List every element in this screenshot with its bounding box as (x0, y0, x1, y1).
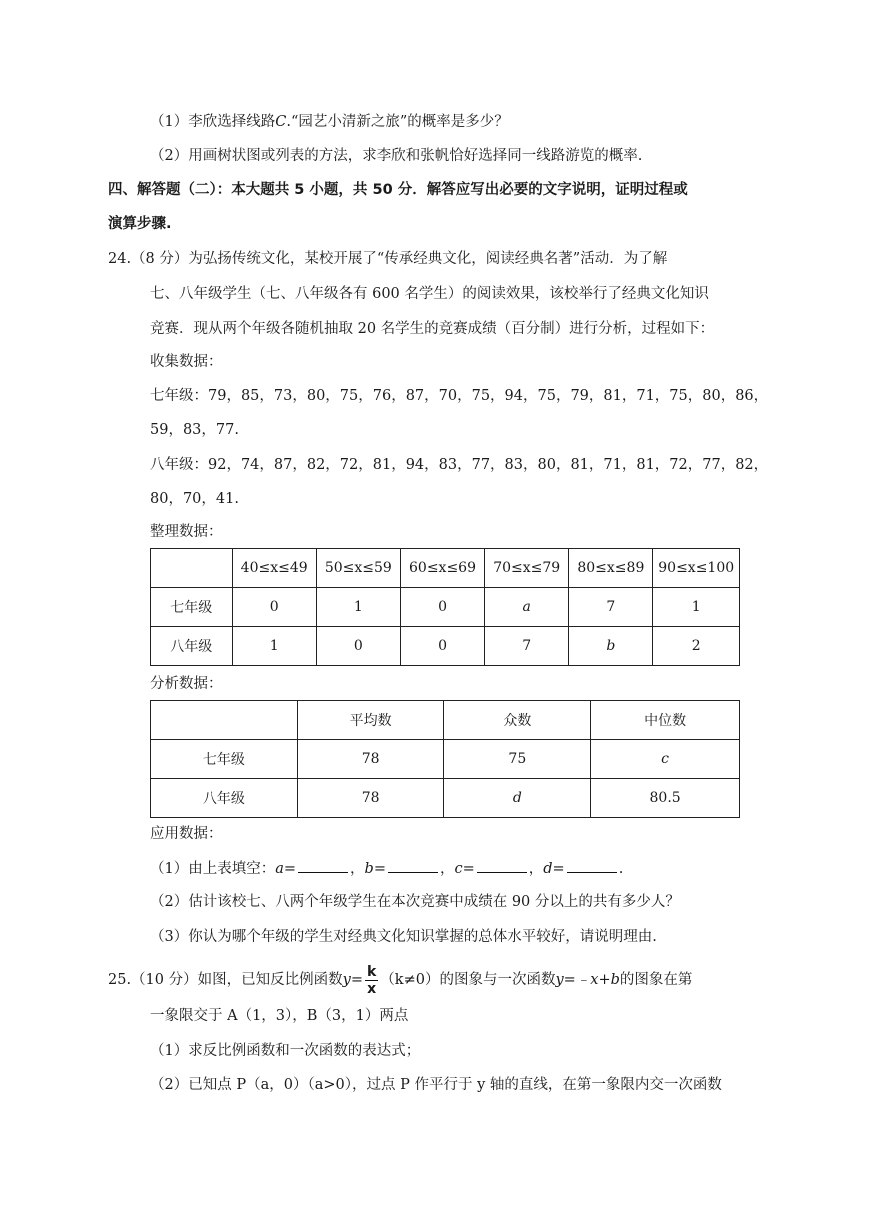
table-cell: 7 (569, 588, 653, 627)
row-label: 八年级 (151, 779, 298, 818)
grade8-data-line1: 八年级：92，74，87，82，72，81，94，83，77，83，80，81，71，81，72，77，82， (150, 457, 769, 473)
q25-sub1: （1）求反比例函数和一次函数的表达式； (150, 1043, 421, 1059)
row-label: 七年级 (151, 740, 298, 779)
var-d-label: d= (543, 861, 565, 877)
table-header-cell: 平均数 (297, 701, 444, 740)
table-row (151, 588, 740, 627)
blank-b[interactable] (388, 858, 438, 873)
table-header-cell (569, 549, 653, 588)
row-label: 八年级 (151, 627, 233, 666)
q25-line1 (108, 962, 692, 998)
table-cell: 1 (232, 627, 316, 666)
table-cell: c (591, 740, 740, 779)
q23-sub1-rest: .“园艺小清新之旅”的概率是多少？ (286, 114, 509, 130)
q24-sub3: （3）你认为哪个年级的学生对经典文化知识掌握的总体水平较好，请说明理由. (150, 929, 657, 945)
table-cell: 75 (444, 740, 591, 779)
row-label: 七年级 (151, 588, 233, 627)
table-header-cell: 众数 (444, 701, 591, 740)
table-cell: 0 (232, 588, 316, 627)
section4-heading-line1: 四、解答题（二）：本大题共 5 小题，共 50 分．解答应写出必要的文字说明，证明过程或 (108, 182, 688, 198)
table-cell: 2 (653, 627, 740, 666)
header-range-90-100: 90≤x≤100 (658, 560, 735, 576)
table-row (151, 740, 740, 779)
q24-sub1-prefix: （1）由上表填空： (150, 861, 276, 877)
table-cell: a (485, 588, 569, 627)
table-header-cell (316, 549, 400, 588)
q23-sub2: （2）用画树状图或列表的方法，求李欣和张帆恰好选择同一线路游览的概率. (150, 148, 643, 164)
table-cell: 0 (400, 627, 484, 666)
fraction-k-over-x (365, 964, 378, 997)
blank-a[interactable] (298, 858, 348, 873)
q24-sub1 (150, 858, 623, 879)
table-row (151, 779, 740, 818)
blank-c[interactable] (477, 858, 527, 873)
header-range-70-79: 70≤x≤79 (493, 560, 561, 576)
q25-sub2: （2）已知点 P（a，0）（a>0），过点 P 作平行于 y 轴的直线，在第一象限内交一次函数 (150, 1077, 722, 1093)
header-range-50-59: 50≤x≤59 (324, 560, 392, 576)
table-cell: 0 (316, 627, 400, 666)
table-cell: 7 (485, 627, 569, 666)
analyze-label: 分析数据： (150, 676, 223, 692)
grade8-data-line2: 80，70，41. (150, 491, 239, 507)
header-range-80-89: 80≤x≤89 (577, 560, 645, 576)
q24-line2: 七、八年级学生（七、八年级各有 600 名学生）的阅读效果，该校举行了经典文化知识 (150, 286, 709, 302)
table-cell: b (569, 627, 653, 666)
table-header-cell (232, 549, 316, 588)
table-cell: 78 (297, 740, 444, 779)
table-cell: 78 (297, 779, 444, 818)
table-header-cell (151, 701, 298, 740)
table-header-row (151, 701, 740, 740)
q23-sub1 (150, 112, 509, 132)
statistics-table (150, 700, 740, 818)
var-b-label: b= (364, 861, 386, 877)
table-row (151, 627, 740, 666)
blank-d[interactable] (567, 858, 617, 873)
header-range-60-69: 60≤x≤69 (409, 560, 477, 576)
fraction-numerator: k (366, 963, 377, 980)
q24-sub2: （2）估计该校七、八两个年级学生在本次竞赛中成绩在 90 分以上的共有多少人？ (150, 894, 680, 910)
grade7-data-line2: 59，83，77. (150, 422, 239, 438)
table-header-cell (400, 549, 484, 588)
apply-label: 应用数据： (150, 826, 223, 842)
q23-sub1-var: C (275, 114, 287, 130)
table-cell: 0 (400, 588, 484, 627)
q25-line2: 一象限交于 A（1，3），B（3，1）两点 (150, 1008, 409, 1024)
collect-label: 收集数据： (150, 354, 223, 370)
table-cell: 80.5 (591, 779, 740, 818)
q25-linear-func: y=﹣x+b (555, 972, 620, 988)
table-header-cell (151, 549, 233, 588)
table-header-row (151, 549, 740, 588)
q25-line1-end: 的图象在第 (619, 972, 693, 988)
separator: ， (528, 861, 544, 877)
q25-line1-intro: 25.（10 分）如图，已知反比例函数 (108, 972, 343, 988)
table-header-cell: 中位数 (591, 701, 740, 740)
header-range-40-49: 40≤x≤49 (240, 560, 308, 576)
q25-y-eq: y= (342, 972, 363, 988)
table-cell: 1 (653, 588, 740, 627)
separator: ， (350, 861, 365, 877)
separator: ， (439, 861, 455, 877)
grade7-data-line1: 七年级：79，85，73，80，75，76，87，70，75，94，75，79，81，71，75，80，86， (150, 388, 769, 404)
q25-line1-mid: （k≠0）的图象与一次函数 (380, 972, 556, 988)
table-cell: 1 (316, 588, 400, 627)
table-cell: d (444, 779, 591, 818)
frequency-table (150, 548, 740, 666)
var-a-label: a= (275, 861, 297, 877)
var-c-label: c= (454, 861, 475, 877)
q23-sub1-text: （1）李欣选择线路 (150, 114, 276, 130)
table-header-cell (485, 549, 569, 588)
fraction-denominator: x (367, 980, 377, 997)
period: . (618, 861, 624, 877)
organize-label: 整理数据： (150, 524, 223, 540)
section4-heading-line2: 演算步骤. (108, 216, 172, 232)
q24-line3: 竞赛．现从两个年级各随机抽取 20 名学生的竞赛成绩（百分制）进行分析，过程如下： (150, 321, 715, 337)
table-header-cell (653, 549, 740, 588)
q24-line1: 24.（8 分）为弘扬传统文化，某校开展了“传承经典文化，阅读经典名著”活动．为了解 (108, 251, 668, 267)
